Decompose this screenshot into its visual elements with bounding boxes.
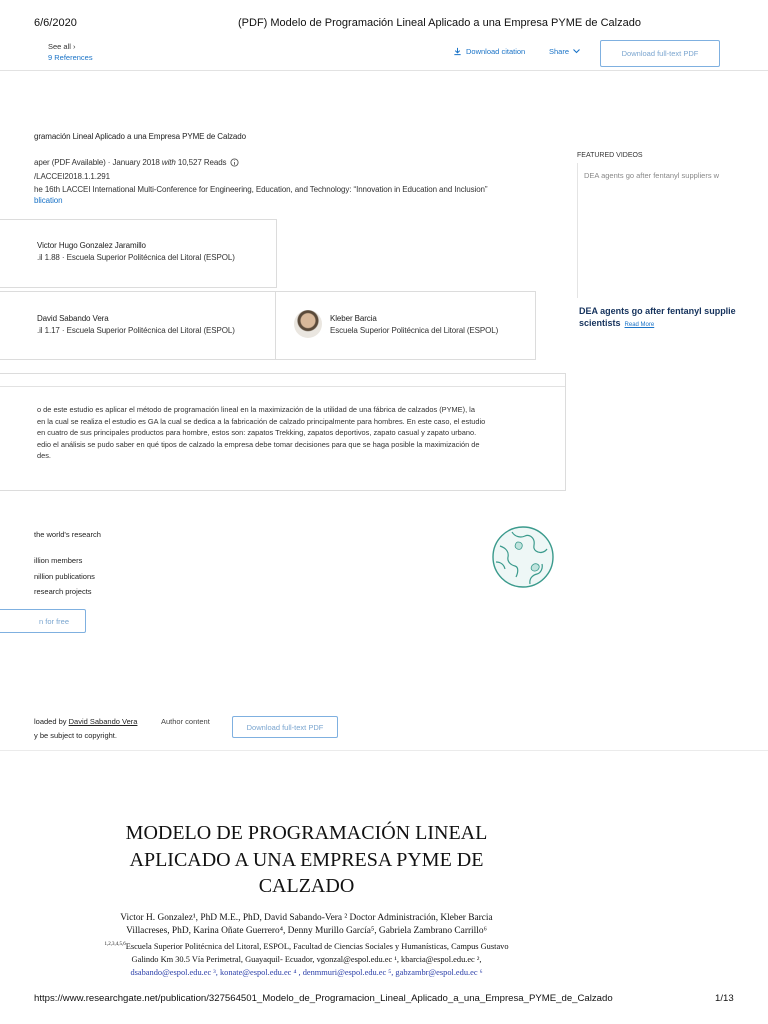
abstract-line: en la cual se realiza el estudio es GA la cual se dedica a la fabricación de calzado principalmente para hombres. En este caso, el estudio [37,416,486,426]
paper-affiliation-line [0,938,613,953]
author-detail: .il 1.17 · Escuela Superior Politécnica del Litoral (ESPOL) [37,326,235,335]
see-all-link[interactable]: See all › [48,42,76,51]
featured-videos-label: FEATURED VIDEOS [577,152,643,159]
publication-conference: he 16th LACCEI International Multi-Conference for Engineering, Education, and Technology: “Innovation in Education and Inclusion” [34,185,488,194]
paper-email-line: dsabando@espol.edu.ec ³, konate@espol.edu.ec ⁴ , denmmuri@espol.edu.ec ⁵, gabzambr@espol.edu.ec ⁶ [130,967,483,977]
abstract-line: edio el análisis se pudo saber en qué tipos de calzado la empresa debe tomar decisiones para que se haga posible la maximización de [37,439,480,449]
paper-title [0,820,613,900]
author-card[interactable] [275,291,536,360]
topbar-divider [0,70,768,71]
paper-title-line: APLICADO A UNA EMPRESA PYME DE [129,848,484,871]
video-caption: DEA agents go after fentanyl suppliers w [584,171,720,180]
paper-address-line: Galindo Km 30.5 Vía Perimetral, Guayaquil- Ecuador, vgonzal@espol.edu.ec ¹, kbarcia@espol.edu.ec ², [131,954,482,964]
author-detail: .il 1.88 · Escuela Superior Politécnica del Litoral (ESPOL) [37,253,235,262]
read-more-link[interactable]: Read More [624,322,655,328]
print-footer-url: https://www.researchgate.net/publication/327564501_Modelo_de_Programacion_Lineal_Aplicado_a_una_Empresa_PYME_de_Calzado [34,993,613,1004]
paper-title-line: CALZADO [258,875,355,897]
join-stat: research projects [34,587,92,596]
avatar [294,310,322,338]
publication-meta [34,158,239,167]
featured-headline[interactable]: DEA agents go after fentanyl supplie [579,306,736,316]
abstract-line: o de este estudio es aplicar el método de programación lineal en la maximización de la utilidad de una fábrica de calzados (PYME), la [37,405,475,414]
join-heading: the world's research [34,530,101,539]
publication-reads: 10,527 Reads [177,158,227,167]
paper-title-line: MODELO DE PROGRAMACIÓN LINEAL [125,822,488,844]
download-full-text-button[interactable]: Download full-text PDF [600,40,720,67]
paper-author-line: Villacreses, PhD, Karina Oñate Guerrero⁴, Denny Murillo García⁵, Gabriela Zambrano Carrillo⁶ [126,926,487,936]
publication-doi: /LACCEI2018.1.1.291 [34,172,110,181]
author-name[interactable]: Kleber Barcia [330,314,377,323]
print-title: (PDF) Modelo de Programación Lineal Aplicado a una Empresa PYME de Calzado [238,17,641,29]
share-label: Share [549,47,570,56]
join-stat: illion members [34,556,83,565]
affiliation-superscript: 1,2,3,4,5,6 [104,942,126,947]
join-for-free-button[interactable]: n for free [0,609,86,633]
info-icon[interactable] [230,158,239,167]
featured-headline-word[interactable]: scientists [579,318,621,328]
author-card[interactable] [0,291,277,360]
featured-video-player[interactable] [577,163,736,298]
print-date: 6/6/2020 [34,17,77,29]
paper-authors [0,912,613,979]
uploaded-prefix: loaded by [34,717,69,726]
references-link[interactable]: 9 References [48,53,93,62]
author-detail: Escuela Superior Politécnica del Litoral (ESPOL) [330,326,499,335]
author-name[interactable]: David Sabando Vera [37,314,109,323]
author-name[interactable]: Victor Hugo Gonzalez Jaramillo [37,241,146,250]
author-card[interactable] [0,219,277,288]
abstract-card [0,373,566,491]
publication-title: gramación Lineal Aplicado a una Empresa PYME de Calzado [34,132,246,141]
abstract-line: en cuatro de sus principales productos para hombre, estos son: zapatos Trekking, zapatos deportivos, zapato casual y zapato urbano. [37,428,477,437]
author-content-label: Author content [161,717,210,726]
publication-type: aper (PDF Available) [34,158,106,167]
featured-headline-line2 [579,318,654,328]
abstract-line: des. [37,451,51,460]
download-citation-button[interactable] [453,47,525,56]
print-footer-page: 1/13 [715,993,734,1004]
share-button[interactable] [549,47,580,56]
publication-link[interactable]: blication [34,196,63,205]
chevron-down-icon [573,49,580,54]
abstract-text [37,404,485,462]
join-stat: nillion publications [34,572,95,581]
paper-top-divider [0,750,768,751]
abstract-divider [0,386,565,387]
globe-icon [490,524,556,590]
uploader-link[interactable]: David Sabando Vera [68,717,138,726]
copyright-notice: y be subject to copyright. [34,731,117,740]
publication-date: · January 2018 [105,158,160,167]
paper-author-line: Victor H. Gonzalez¹, PhD M.E., PhD, David Sabando-Vera ² Doctor Administración, Kleber Barcia [120,913,493,923]
affiliation-text: Escuela Superior Politécnica del Litoral, ESPOL, Facultad de Ciencias Sociales y Humanísticas, Campus Gustavo [125,941,509,951]
download-citation-label: Download citation [466,47,526,56]
publication-with: with [159,158,178,167]
uploaded-by [34,717,137,726]
download-icon [453,47,462,56]
download-full-text-button-2[interactable]: Download full-text PDF [232,716,338,738]
